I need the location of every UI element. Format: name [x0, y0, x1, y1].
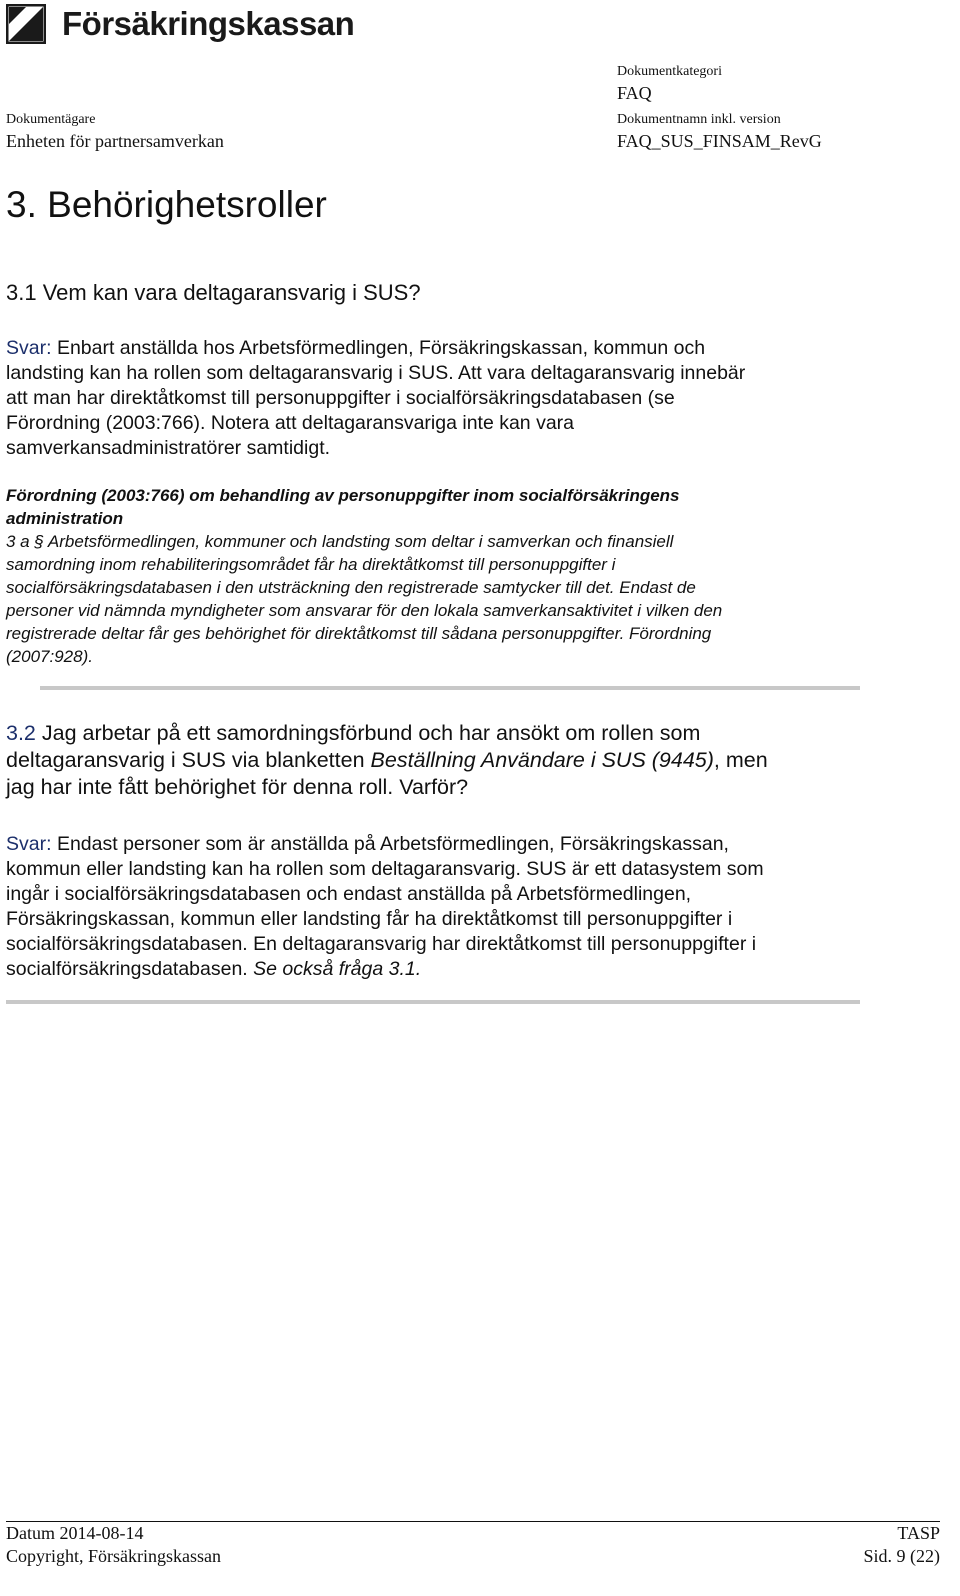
footer-page-number: Sid. 9 (22) — [863, 1546, 940, 1566]
answer-line: Enbart anställda hos Arbetsförmedlingen, Försäkringskassan, kommun och — [56, 337, 706, 359]
footer-rule — [6, 1521, 940, 1522]
law-line: personer vid nämnda myndigheter som ansvarar för den lokala samverkansaktivitet i vilken den — [6, 601, 723, 620]
footer-copyright: Copyright, Försäkringskassan — [6, 1546, 221, 1566]
law-line: samordning inom rehabiliteringsområdet får ha direktåtkomst till personuppgifter i — [6, 555, 616, 574]
category-value: FAQ — [617, 83, 652, 103]
category-label: Dokumentkategori — [617, 64, 722, 79]
answer-line: Försäkringskassan, kommun eller landsting får ha direktåtkomst till personuppgifter i — [6, 908, 733, 930]
answer-line: socialförsäkringsdatabasen. — [6, 958, 254, 980]
divider — [6, 1000, 860, 1004]
answer-line: ingår i socialförsäkringsdatabasen och endast anställda på Arbetsförmedlingen, — [6, 883, 692, 905]
law-line: socialförsäkringsdatabasen i den utsträckning den registrerade samtycker till det. Endast de — [6, 578, 696, 597]
answer-line: samverkansadministratörer samtidigt. — [6, 437, 331, 459]
question-3-2 — [6, 720, 946, 801]
law-quote — [6, 484, 886, 668]
owner-value: Enheten för partnersamverkan — [6, 131, 224, 151]
brand-logo — [6, 3, 354, 45]
question-number: 3.2 — [6, 721, 36, 745]
law-line: Arbetsförmedlingen, kommuner och landsting som deltar i samverkan och finansiell — [47, 532, 674, 551]
law-title-line: administration — [6, 509, 124, 528]
law-line: (2007:928). — [6, 647, 93, 666]
answer-line: kommun eller landsting kan ha rollen som deltagaransvarig. SUS är ett datasystem som — [6, 858, 764, 880]
answer-3-1 — [6, 336, 906, 461]
question-line: Jag arbetar på ett samordningsförbund och har ansökt om rollen som — [41, 721, 701, 745]
section-title: 3. Behörighetsroller — [6, 184, 327, 225]
answer-line: landsting kan ha rollen som deltagaransvarig i SUS. Att vara deltagaransvarig innebär — [6, 362, 746, 384]
answer-line: Endast personer som är anställda på Arbetsförmedlingen, Försäkringskassan, — [56, 833, 729, 855]
form-name: Beställning Användare i SUS (9445) — [370, 748, 714, 772]
answer-line: socialförsäkringsdatabasen. En deltagaransvarig har direktåtkomst till personuppgifter i — [6, 933, 757, 955]
divider — [40, 686, 860, 690]
paragraph-symbol: § — [34, 532, 44, 551]
law-title-line: Förordning (2003:766) om behandling av personuppgifter inom socialförsäkringens — [6, 486, 680, 505]
cross-reference: Se också fråga 3.1. — [253, 958, 422, 980]
question-line: , men — [713, 748, 768, 772]
answer-3-2 — [6, 832, 946, 982]
brand-name: Försäkringskassan — [62, 5, 355, 42]
question-line: deltagaransvarig i SUS via blanketten — [6, 748, 371, 772]
footer-date: Datum 2014-08-14 — [6, 1523, 144, 1543]
answer-line: Förordning (2003:766). Notera att deltagaransvariga inte kan vara — [6, 412, 575, 434]
logo-mark-icon — [6, 4, 46, 44]
answer-label: Svar: — [6, 833, 52, 855]
docname-value: FAQ_SUS_FINSAM_RevG — [617, 131, 822, 151]
answer-line: att man har direktåtkomst till personuppgifter i socialförsäkringsdatabasen (se — [6, 387, 675, 409]
question-line: jag har inte fått behörighet för denna roll. Varför? — [6, 775, 469, 799]
docname-label: Dokumentnamn inkl. version — [617, 112, 781, 127]
law-line: registrerade deltar får ges behörighet för direktåtkomst till sådana personuppgifter. Förordning — [6, 624, 712, 643]
answer-label: Svar: — [6, 337, 52, 359]
paragraph-number: 3 a — [6, 532, 35, 551]
question-3-1: 3.1 Vem kan vara deltagaransvarig i SUS? — [6, 280, 421, 305]
footer-org: TASP — [897, 1523, 940, 1543]
owner-label: Dokumentägare — [6, 112, 96, 127]
